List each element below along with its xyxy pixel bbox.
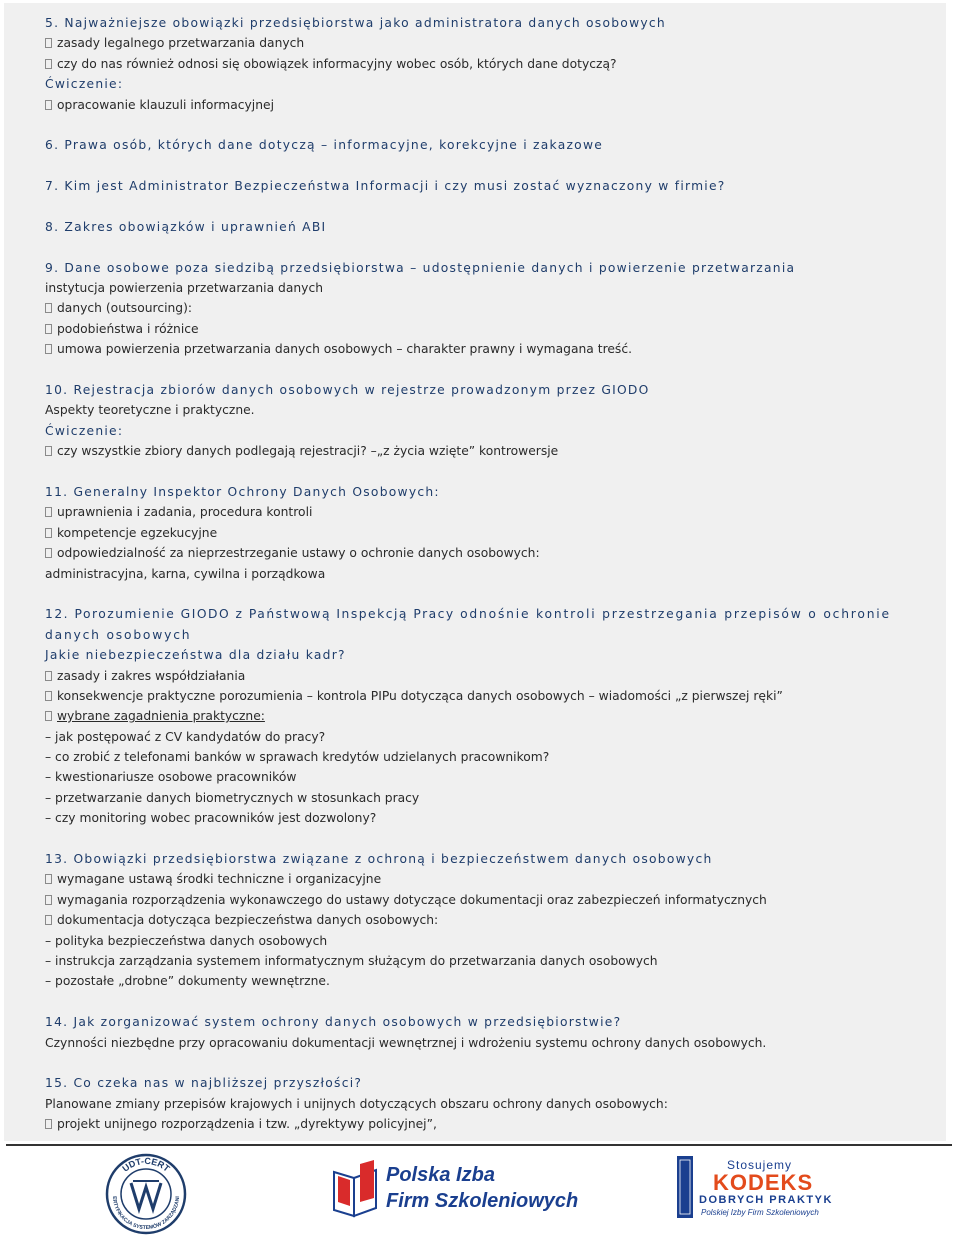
section-15-heading: 15. Co czeka nas w najbliższej przyszłości? xyxy=(45,1076,363,1091)
section-12-subtitle: Jakie niebezpieczeństwa dla działu kadr? xyxy=(45,648,346,663)
bullet-box-icon xyxy=(45,874,52,884)
list-item: wymagane ustawą środki techniczne i organizacyjne xyxy=(45,869,935,889)
dash-item: – kwestionariusze osobowe pracowników xyxy=(45,770,297,785)
kodeks-line3: DOBRYCH PRAKTYK xyxy=(699,1194,833,1206)
bullet-box-icon xyxy=(45,691,52,701)
kodeks-line4: Polskiej Izby Firm Szkoleniowych xyxy=(701,1208,819,1217)
paragraph: Czynności niezbędne przy opracowaniu dokumentacji wewnętrznej i wdrożeniu systemu ochrony danych osobowych. xyxy=(45,1035,767,1050)
paragraph: Aspekty teoretyczne i praktyczne. xyxy=(45,403,255,418)
list-item: odpowiedzialność za nieprzestrzeganie ustawy o ochronie danych osobowych: xyxy=(45,543,935,563)
paragraph: administracyjna, karna, cywilna i porządkowa xyxy=(45,566,326,581)
bullet-box-icon xyxy=(45,59,52,69)
section-5-heading: 5. Najważniejsze obowiązki przedsiębiorstwa jako administratora danych osobowych xyxy=(45,16,666,30)
dash-item: – przetwarzanie danych biometrycznych w stosunkach pracy xyxy=(45,790,420,805)
bullet-box-icon xyxy=(45,915,52,925)
pifs-line2: Firm Szkoleniowych xyxy=(386,1190,579,1212)
bullet-box-icon xyxy=(45,895,52,905)
section-6-heading: 6. Prawa osób, których dane dotyczą – informacyjne, korekcyjne i zakazowe xyxy=(45,138,604,153)
section-12-heading: 12. Porozumienie GIODO z Państwową Inspekcją Pracy odnośnie kontroli przestrzegania przepisów o ochronie danych osobowych xyxy=(45,607,891,642)
section-9-heading: 9. Dane osobowe poza siedzibą przedsiębiorstwa – udostępnienie danych i powierzenie przetwarzania xyxy=(45,260,796,275)
bullet-box-icon xyxy=(45,711,52,721)
pifs-logo xyxy=(330,1158,579,1220)
bullet-box-icon xyxy=(45,100,52,110)
list-item: czy do nas również odnosi się obowiązek informacyjny wobec osób, których dane dotyczą? xyxy=(45,54,935,74)
section-8-heading: 8. Zakres obowiązków i uprawnień ABI xyxy=(45,219,327,234)
section-14-heading: 14. Jak zorganizować system ochrony danych osobowych w przedsiębiorstwie? xyxy=(45,1015,622,1030)
bullet-box-icon xyxy=(45,303,52,313)
list-item: konsekwencje praktyczne porozumienia – kontrola PIPu dotycząca danych osobowych – wiadomości „z pierwszej ręki” xyxy=(45,686,935,706)
list-item: opracowanie klauzuli informacyjnej xyxy=(45,95,935,115)
bullet-box-icon xyxy=(45,38,52,48)
bullet-box-icon xyxy=(45,671,52,681)
dash-item: – czy monitoring wobec pracowników jest dozwolony? xyxy=(45,811,377,826)
kodeks-logo xyxy=(677,1156,833,1218)
bullet-box-icon xyxy=(45,344,52,354)
paragraph: Planowane zmiany przepisów krajowych i unijnych dotyczących obszaru ochrony danych osobowych: xyxy=(45,1096,668,1111)
list-item: kompetencje egzekucyjne xyxy=(45,523,935,543)
dash-item: – polityka bezpieczeństwa danych osobowych xyxy=(45,933,328,948)
bullet-box-icon xyxy=(45,324,52,334)
list-item: wymagania rozporządzenia wykonawczego do ustawy dotyczące dokumentacji oraz zabezpieczeń informatycznych xyxy=(45,890,935,910)
udt-cert-logo xyxy=(103,1153,189,1235)
dash-item: – instrukcja zarządzania systemem informatycznym służącym do przetwarzania danych osobowych xyxy=(45,954,658,968)
svg-text:UDT-CERT: UDT-CERT xyxy=(120,1155,172,1174)
list-item: czy wszystkie zbiory danych podlegają rejestracji? –„z życia wzięte” kontrowersje xyxy=(45,441,935,461)
list-item: dokumentacja dotycząca bezpieczeństwa danych osobowych: xyxy=(45,910,935,930)
kodeks-line1: Stosujemy xyxy=(727,1158,793,1172)
list-item: zasady i zakres współdziałania xyxy=(45,666,935,686)
bullet-box-icon xyxy=(45,548,52,558)
list-item: projekt unijnego rozporządzenia i tzw. „dyrektywy policyjnej”, xyxy=(45,1114,935,1134)
exercise-label: Ćwiczenie: xyxy=(45,77,124,92)
footer-logos xyxy=(0,1148,960,1235)
section-10-heading: 10. Rejestracja zbiorów danych osobowych w rejestrze prowadzonym przez GIODO xyxy=(45,383,650,398)
list-item: wybrane zagadnienia praktyczne: xyxy=(45,706,935,726)
bullet-box-icon xyxy=(45,507,52,517)
list-item: podobieństwa i różnice xyxy=(45,319,935,339)
kodeks-bar-icon xyxy=(677,1156,693,1218)
list-item: umowa powierzenia przetwarzania danych osobowych – charakter prawny i wymagana treść. xyxy=(45,339,935,359)
list-item: zasady legalnego przetwarzania danych xyxy=(45,33,935,53)
list-item: uprawnienia i zadania, procedura kontroli xyxy=(45,502,935,522)
section-11-heading: 11. Generalny Inspektor Ochrony Danych Osobowych: xyxy=(45,484,440,499)
paragraph: instytucja powierzenia przetwarzania danych xyxy=(45,281,324,296)
exercise-label: Ćwiczenie: xyxy=(45,423,124,438)
bullet-box-icon xyxy=(45,446,52,456)
dash-item: – co zrobić z telefonami banków w sprawach kredytów udzielanych pracownikom? xyxy=(45,750,550,765)
list-item: danych (outsourcing): xyxy=(45,298,935,318)
bullet-box-icon xyxy=(45,528,52,538)
document-content xyxy=(45,13,935,1135)
svg-text:CERTYFIKACJA SYSTEMÓW ZARZĄDZA: ERTYFIKACJA SYSTEMÓW ZARZĄDZANI xyxy=(110,1196,182,1232)
dash-item: – jak postępować z CV kandydatów do pracy? xyxy=(45,729,326,744)
kodeks-line2: KODEKS xyxy=(713,1170,814,1195)
section-7-heading: 7. Kim jest Administrator Bezpieczeństwa Informacji i czy musi zostać wyznaczony w firmie? xyxy=(45,179,726,194)
footer-divider xyxy=(6,1144,952,1146)
open-book-icon xyxy=(330,1158,382,1220)
dash-item: – pozostałe „drobne” dokumenty wewnętrzne. xyxy=(45,974,330,989)
bullet-box-icon xyxy=(45,1119,52,1129)
section-13-heading: 13. Obowiązki przedsiębiorstwa związane z ochroną i bezpieczeństwem danych osobowych xyxy=(45,852,713,867)
pifs-line1: Polska Izba xyxy=(386,1164,495,1186)
